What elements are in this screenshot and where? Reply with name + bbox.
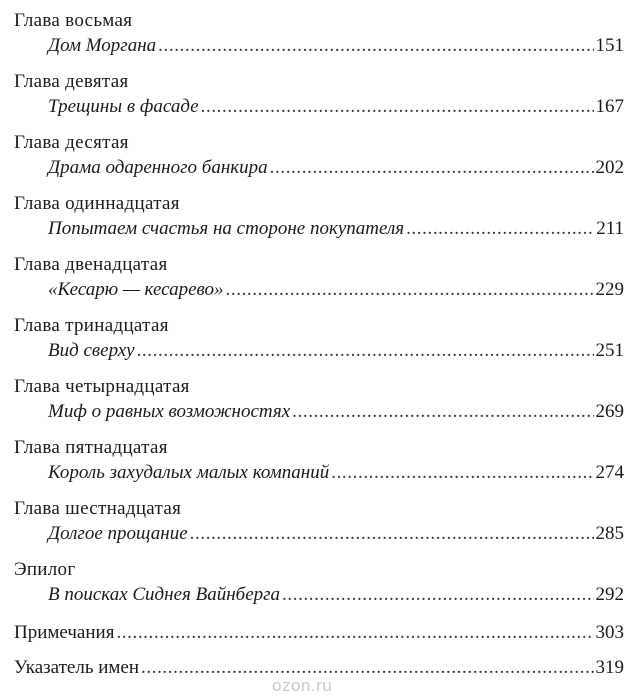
toc-entry <box>14 460 624 485</box>
dot-leader <box>137 338 594 363</box>
toc-entry <box>14 33 624 58</box>
chapter-title: Долгое прощание <box>48 523 188 544</box>
page-number: 292 <box>595 584 624 605</box>
dot-leader <box>282 582 593 607</box>
page-number: 285 <box>595 523 624 544</box>
chapter-label: Глава двенадцатая <box>14 254 168 275</box>
dot-leader <box>292 399 593 424</box>
watermark: ozon.ru <box>272 676 333 695</box>
page-number: 319 <box>595 657 624 678</box>
toc-entry <box>14 338 624 363</box>
chapter-title: Трещины в фасаде <box>48 96 199 117</box>
toc-chapter <box>14 496 624 546</box>
chapter-title: Дом Моргана <box>48 35 157 56</box>
toc-entry <box>14 216 624 241</box>
toc-chapter <box>14 557 624 607</box>
toc-chapter <box>14 69 624 119</box>
toc-entry <box>14 582 624 607</box>
chapter-title: Вид сверху <box>48 340 135 361</box>
toc-entry <box>14 399 624 424</box>
dot-leader <box>331 460 593 485</box>
page-number: 303 <box>595 622 624 643</box>
toc-chapter <box>14 191 624 241</box>
chapter-title: Король захудалых малых компаний <box>48 462 330 483</box>
chapter-label: Глава десятая <box>14 132 129 153</box>
chapter-label: Глава девятая <box>14 71 129 92</box>
page-number: 229 <box>595 279 624 300</box>
chapter-title: «Кесарю — кесарево» <box>48 279 224 300</box>
toc-chapter <box>14 313 624 363</box>
chapter-label: Глава четырнадцатая <box>14 376 190 397</box>
chapter-title: Драма одаренного банкира <box>48 157 268 178</box>
toc-chapter <box>14 130 624 180</box>
chapter-label: Эпилог <box>14 559 76 580</box>
dot-leader <box>141 655 593 680</box>
dot-leader <box>201 94 594 119</box>
dot-leader <box>406 216 594 241</box>
page-number: 167 <box>595 96 624 117</box>
page-number: 202 <box>595 157 624 178</box>
table-of-contents <box>14 8 624 618</box>
chapter-label: Глава шестнадцатая <box>14 498 182 519</box>
chapter-label: Глава восьмая <box>14 10 133 31</box>
entry-title: Примечания <box>14 622 115 643</box>
dot-leader <box>116 620 593 645</box>
dot-leader <box>190 521 594 546</box>
chapter-title: В поисках Сиднея Вайнберга <box>48 584 281 605</box>
dot-leader <box>158 33 593 58</box>
page-number: 211 <box>596 218 624 239</box>
chapter-title: Миф о равных возможностях <box>48 401 291 422</box>
toc-chapter <box>14 252 624 302</box>
toc-entry <box>14 521 624 546</box>
toc-entry <box>14 155 624 180</box>
page-number: 151 <box>595 35 624 56</box>
dot-leader <box>226 277 594 302</box>
toc-chapter <box>14 8 624 58</box>
page-number: 274 <box>595 462 624 483</box>
chapter-label: Глава одиннадцатая <box>14 193 180 214</box>
toc-chapter <box>14 435 624 485</box>
chapter-label: Глава тринадцатая <box>14 315 169 336</box>
page-number: 251 <box>595 340 624 361</box>
dot-leader <box>270 155 594 180</box>
toc-chapter <box>14 374 624 424</box>
toc-entry-notes <box>14 620 624 645</box>
chapter-title: Попытаем счастья на стороне покупателя <box>48 218 405 239</box>
toc-entry <box>14 277 624 302</box>
toc-entry <box>14 94 624 119</box>
page-number: 269 <box>595 401 624 422</box>
chapter-label: Глава пятнадцатая <box>14 437 168 458</box>
entry-title: Указатель имен <box>14 657 140 678</box>
